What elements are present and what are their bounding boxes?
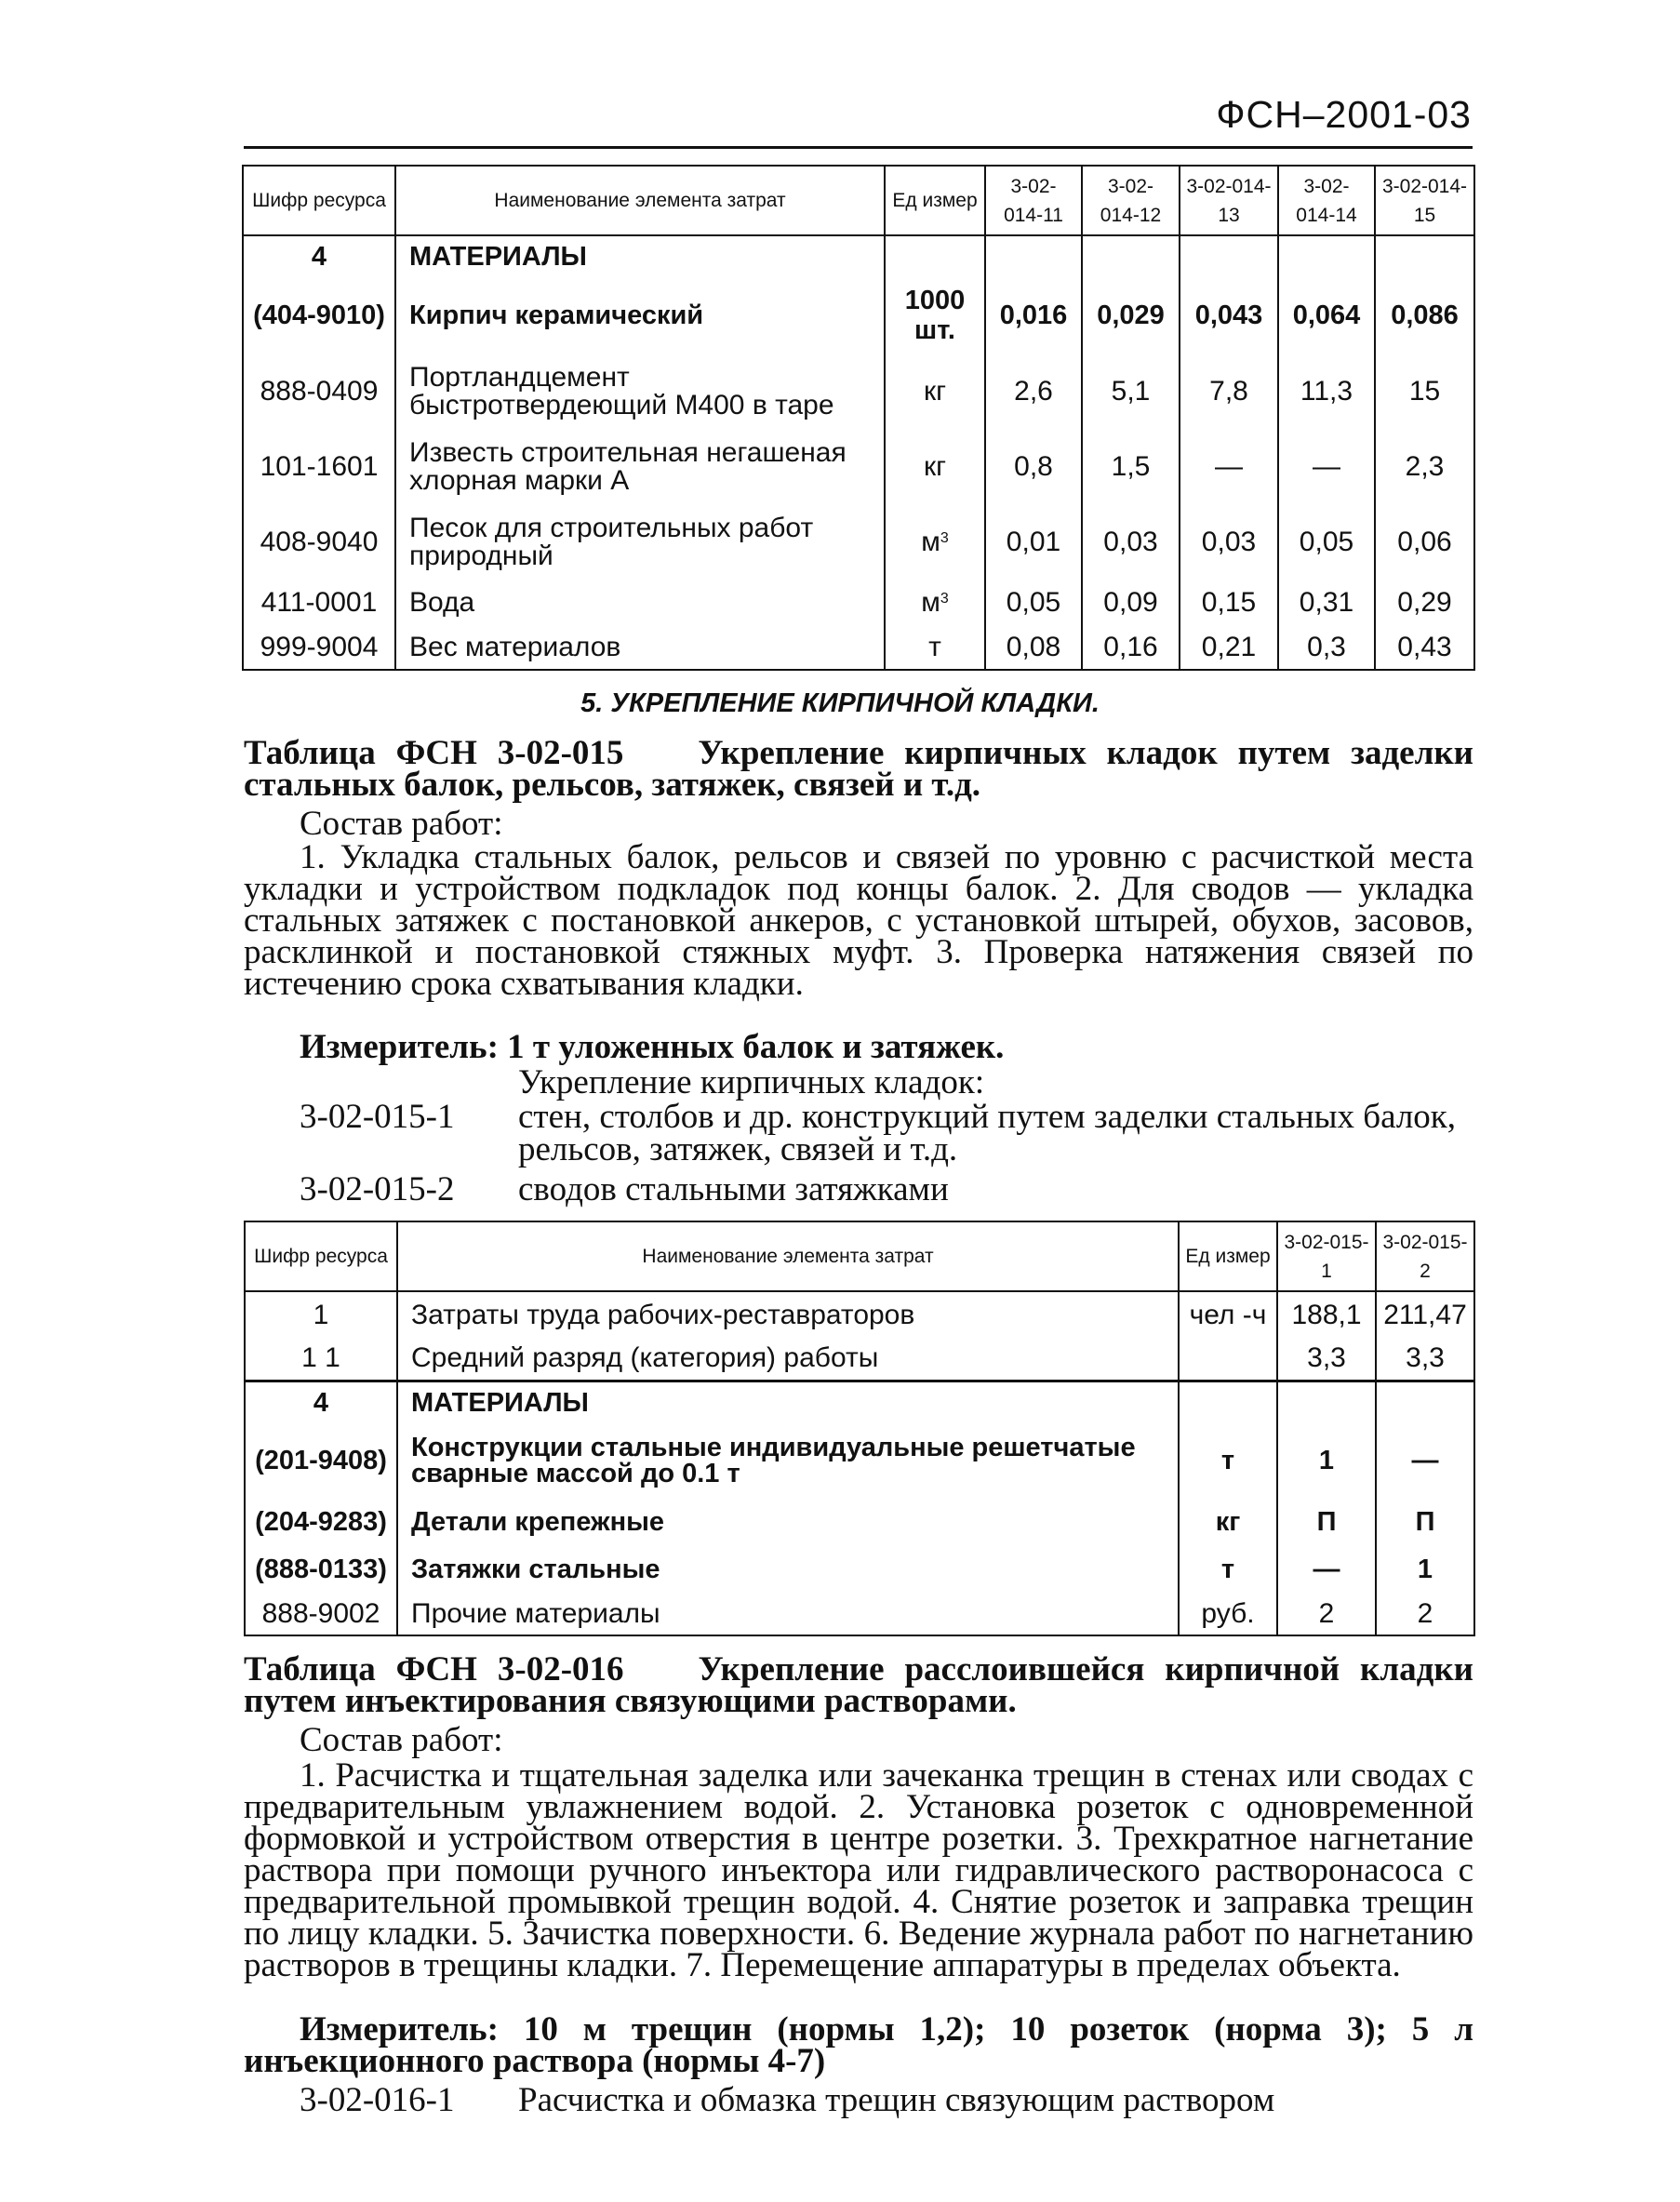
value-cell: 0,3 bbox=[1278, 625, 1375, 670]
resource-code: 1 1 bbox=[245, 1338, 397, 1381]
header-col: 3-02-014-15 bbox=[1375, 166, 1474, 235]
resource-name: Детали крепежные bbox=[397, 1498, 1179, 1546]
value-cell: 0,43 bbox=[1375, 625, 1474, 670]
resource-unit: чел -ч bbox=[1179, 1291, 1277, 1338]
value-cell: 0,03 bbox=[1180, 504, 1278, 581]
value-cell: 11,3 bbox=[1278, 354, 1375, 430]
document-code: ФСН–2001-03 bbox=[1216, 93, 1472, 136]
resource-code: 411-0001 bbox=[243, 581, 395, 625]
table-row bbox=[243, 581, 1474, 625]
resource-code: (888-0133) bbox=[245, 1546, 397, 1593]
value-cell: 0,16 bbox=[1082, 625, 1180, 670]
resource-name: Вода bbox=[395, 581, 885, 625]
resource-code: 4 bbox=[243, 235, 395, 276]
header-shifr: Шифр ресурса bbox=[245, 1221, 397, 1291]
item-code: 3-02-015-1 bbox=[300, 1098, 455, 1136]
table-row bbox=[243, 276, 1474, 354]
meter-line: Измеритель: 10 м трещин (нормы 1,2); 10 розеток (норма 3); 5 л инъекционного раствора (нормы 4-7) bbox=[244, 2010, 1473, 2080]
resource-code: 888-9002 bbox=[245, 1593, 397, 1635]
resource-name: МАТЕРИАЛЫ bbox=[395, 235, 885, 276]
value-cell: 0,086 bbox=[1375, 276, 1474, 354]
resource-code: 888-0409 bbox=[243, 354, 395, 430]
value-cell: 0,29 bbox=[1375, 581, 1474, 625]
header-col: 3-02-014-11 bbox=[985, 166, 1082, 235]
item-text: Расчистка и обмазка трещин связующим раствором bbox=[518, 2081, 1275, 2119]
table-016-title-text: Укрепление расслоившейся кирпичной кладки путем инъектирования связующими растворами. bbox=[244, 1650, 1473, 1720]
resource-name: Песок для строительных работ природный bbox=[395, 504, 885, 581]
resource-name: Средний разряд (категория) работы bbox=[397, 1338, 1179, 1381]
value-cell: 3,3 bbox=[1376, 1338, 1474, 1381]
group-label: Укрепление кирпичных кладок: bbox=[518, 1063, 985, 1101]
works-description: 1. Расчистка и тщательная заделка или зачеканка трещин в стенах или сводах с предварительным увлажнением водой. 2. Установка розеток с одновременной формовкой и устройством отверстия в центре розетки. 3. Трехкратное нагнетание раствора при помощи ручного инъектора или гидравлического растворонасоса с предварительной промывкой трещин водой. 4. Снятие розеток и заправка трещин по лицу кладки. 5. Зачистка поверхности. 6. Ведение журнала работ по нагнетанию растворов в трещины кладки. 7. Перемещение аппаратуры в пределах объекта. bbox=[244, 1756, 1473, 1984]
resource-unit: кг bbox=[885, 354, 985, 430]
unit-superscript: 3 bbox=[940, 530, 949, 546]
value-cell: 0,09 bbox=[1082, 581, 1180, 625]
value-cell: 0,31 bbox=[1278, 581, 1375, 625]
works-description: 1. Укладка стальных балок, рельсов и связей по уровню с расчисткой места укладки и устройством подкладок под концы балок. 2. Для сводов — укладка стальных затяжек с постановкой анкеров, с установкой штырей, обухов, засовов, расклинкой и постановкой стяжных муфт. 3. Проверка натяжения связей по истечению срока схватывания кладки. bbox=[244, 838, 1473, 1003]
value-cell: П bbox=[1277, 1498, 1376, 1546]
value-cell: 1 bbox=[1376, 1546, 1474, 1593]
value-cell: 1,5 bbox=[1082, 430, 1180, 504]
table-016-number: Таблица ФСН 3-02-016 bbox=[244, 1650, 624, 1688]
unit-base: м bbox=[921, 527, 940, 557]
table-row bbox=[243, 430, 1474, 504]
table-015-title-text: Укрепление кирпичных кладок путем заделки стальных балок, рельсов, затяжек, связей и т.д. bbox=[244, 734, 1473, 804]
unit-superscript: 3 bbox=[940, 591, 949, 607]
header-unit: Ед измер bbox=[1179, 1221, 1277, 1291]
value-cell: 0,043 bbox=[1180, 276, 1278, 354]
resource-unit: руб. bbox=[1179, 1593, 1277, 1635]
value-cell: 0,21 bbox=[1180, 625, 1278, 670]
resource-code: (404-9010) bbox=[243, 276, 395, 354]
resource-unit bbox=[885, 581, 985, 625]
value-cell: 2,6 bbox=[985, 354, 1082, 430]
item-code: 3-02-015-2 bbox=[300, 1170, 455, 1208]
value-cell: П bbox=[1376, 1498, 1474, 1546]
table-row bbox=[243, 625, 1474, 670]
header-col: 3-02-014-14 bbox=[1278, 166, 1375, 235]
resource-name: Прочие материалы bbox=[397, 1593, 1179, 1635]
value-cell: — bbox=[1278, 430, 1375, 504]
table-row bbox=[243, 504, 1474, 581]
value-cell: 0,01 bbox=[985, 504, 1082, 581]
value-cell: 0,8 bbox=[985, 430, 1082, 504]
value-cell: 1 bbox=[1277, 1423, 1376, 1498]
item-code: 3-02-016-1 bbox=[300, 2081, 455, 2119]
resource-name: Известь строительная негашеная хлорная марки А bbox=[395, 430, 885, 504]
value-cell: 0,08 bbox=[985, 625, 1082, 670]
resource-code: 999-9004 bbox=[243, 625, 395, 670]
resources-table-015 bbox=[244, 1221, 1475, 1636]
resource-name: Кирпич керамический bbox=[395, 276, 885, 354]
resource-unit bbox=[1179, 1338, 1277, 1381]
resource-code: (201-9408) bbox=[245, 1423, 397, 1498]
value-cell: — bbox=[1277, 1546, 1376, 1593]
table-row bbox=[245, 1498, 1474, 1546]
value-cell: — bbox=[1180, 430, 1278, 504]
table-row bbox=[245, 1291, 1474, 1338]
value-cell: 188,1 bbox=[1277, 1291, 1376, 1338]
resource-code: 101-1601 bbox=[243, 430, 395, 504]
resource-unit: кг bbox=[885, 430, 985, 504]
resource-code: 408-9040 bbox=[243, 504, 395, 581]
resource-name: Затраты труда рабочих-реставраторов bbox=[397, 1291, 1179, 1338]
unit-base: м bbox=[921, 587, 940, 618]
item-text: сводов стальными затяжками bbox=[518, 1170, 949, 1208]
value-cell: 0,05 bbox=[985, 581, 1082, 625]
table-row bbox=[243, 235, 1474, 276]
value-cell: 0,064 bbox=[1278, 276, 1375, 354]
works-label: Состав работ: bbox=[300, 1721, 503, 1759]
value-cell: 5,1 bbox=[1082, 354, 1180, 430]
resource-code: 4 bbox=[245, 1381, 397, 1423]
table-row bbox=[245, 1338, 1474, 1381]
value-cell: 0,15 bbox=[1180, 581, 1278, 625]
section-heading: 5. УКРЕПЛЕНИЕ КИРПИЧНОЙ КЛАДКИ. bbox=[580, 688, 1100, 718]
value-cell: 0,03 bbox=[1082, 504, 1180, 581]
value-cell: 0,05 bbox=[1278, 504, 1375, 581]
header-col: 3-02-014-12 bbox=[1082, 166, 1180, 235]
materials-table-014 bbox=[242, 165, 1475, 671]
works-label: Состав работ: bbox=[300, 805, 503, 843]
meter-line: Измеритель: 1 т уложенных балок и затяжек. bbox=[300, 1028, 1005, 1066]
resource-code: 1 bbox=[245, 1291, 397, 1338]
value-cell: 0,016 bbox=[985, 276, 1082, 354]
value-cell: 2 bbox=[1376, 1593, 1474, 1635]
header-col: 3-02-014-13 bbox=[1180, 166, 1278, 235]
resource-unit: т bbox=[1179, 1423, 1277, 1498]
value-cell: 7,8 bbox=[1180, 354, 1278, 430]
table-row bbox=[245, 1381, 1474, 1423]
table-row bbox=[245, 1593, 1474, 1635]
resource-name: Конструкции стальные индивидуальные решетчатые сварные массой до 0.1 т bbox=[397, 1423, 1179, 1498]
value-cell: — bbox=[1376, 1423, 1474, 1498]
value-cell: 15 bbox=[1375, 354, 1474, 430]
table-015-number: Таблица ФСН 3-02-015 bbox=[244, 734, 624, 772]
table-row bbox=[245, 1423, 1474, 1498]
value-cell: 0,06 bbox=[1375, 504, 1474, 581]
resource-name: Портландцемент быстротвердеющий М400 в таре bbox=[395, 354, 885, 430]
header-col: 3-02-015-2 bbox=[1376, 1221, 1474, 1291]
resource-code: (204-9283) bbox=[245, 1498, 397, 1546]
header-shifr: Шифр ресурса bbox=[243, 166, 395, 235]
value-cell: 3,3 bbox=[1277, 1338, 1376, 1381]
resource-unit: т bbox=[1179, 1546, 1277, 1593]
value-cell: 211,47 bbox=[1376, 1291, 1474, 1338]
resource-unit: 1000 шт. bbox=[885, 276, 985, 354]
resource-unit bbox=[885, 504, 985, 581]
header-name: Наименование элемента затрат bbox=[397, 1221, 1179, 1291]
header-col: 3-02-015-1 bbox=[1277, 1221, 1376, 1291]
resource-name: Вес материалов bbox=[395, 625, 885, 670]
header-unit: Ед измер bbox=[885, 166, 985, 235]
table-016-title bbox=[244, 1650, 1473, 1720]
table-015-title bbox=[244, 734, 1473, 804]
resource-name: МАТЕРИАЛЫ bbox=[397, 1381, 1179, 1423]
value-cell: 2,3 bbox=[1375, 430, 1474, 504]
header-rule bbox=[244, 146, 1473, 149]
table-row bbox=[245, 1546, 1474, 1593]
table-row bbox=[243, 354, 1474, 430]
resource-name: Затяжки стальные bbox=[397, 1546, 1179, 1593]
resource-unit: кг bbox=[1179, 1498, 1277, 1546]
item-text: стен, столбов и др. конструкций путем заделки стальных балок, рельсов, затяжек, связей и т.д. bbox=[518, 1098, 1457, 1168]
value-cell: 0,029 bbox=[1082, 276, 1180, 354]
header-name: Наименование элемента затрат bbox=[395, 166, 885, 235]
value-cell: 2 bbox=[1277, 1593, 1376, 1635]
resource-unit: т bbox=[885, 625, 985, 670]
